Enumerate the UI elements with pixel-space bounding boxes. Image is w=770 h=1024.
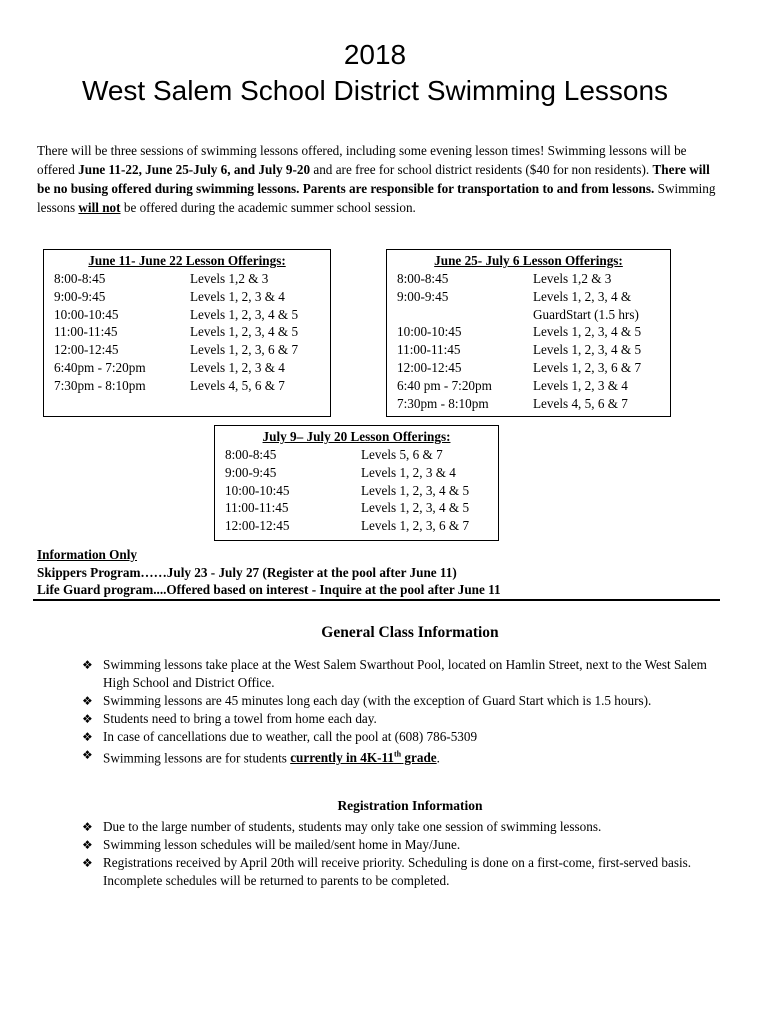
session-box-june-25 (386, 249, 671, 417)
lesson-levels: Levels 1, 2, 3, 4 & 5 (533, 342, 642, 358)
section-divider (33, 599, 720, 601)
lesson-levels: Levels 1,2 & 3 (533, 271, 612, 286)
lesson-time: 11:00-11:45 (54, 324, 118, 340)
schedule-row (215, 446, 498, 464)
lesson-levels: Levels 4, 5, 6 & 7 (190, 377, 285, 393)
lesson-time: 8:00-8:45 (225, 447, 277, 462)
schedule-row (387, 323, 670, 341)
lesson-time: 7:30pm - 8:10pm (397, 395, 489, 411)
diamond-bullet-icon: ❖ (82, 748, 93, 762)
list-item-text: Swimming lesson schedules will be mailed/sent home in May/June. (103, 837, 461, 852)
schedule-row (215, 464, 498, 482)
general-class-info-title: General Class Information (321, 624, 499, 641)
list-item-text: Swimming lessons are 45 minutes long each day (with the exception of Guard Start which is 1.5 hours). (103, 693, 652, 708)
list-item (82, 728, 712, 746)
lesson-time: 6:40pm - 7:20pm (54, 359, 146, 375)
schedule-row (44, 288, 330, 306)
lesson-time: 8:00-8:45 (54, 271, 106, 286)
lesson-levels: Levels 1, 2, 3 & 4 (190, 359, 285, 375)
intro-text-3: Swimming lessons (37, 181, 716, 215)
page-title: West Salem School District Swimming Lessons (81, 75, 669, 106)
intro-paragraph (37, 141, 719, 217)
lesson-time: 7:30pm - 8:10pm (54, 377, 146, 393)
schedule-row (215, 499, 498, 517)
list-item (82, 656, 712, 692)
information-only-heading: Information Only (37, 547, 138, 562)
session-title: July 9– July 20 Lesson Offerings: (262, 429, 451, 444)
schedule-row (44, 306, 330, 324)
lesson-levels: Levels 1, 2, 3, 4 & (533, 288, 632, 304)
schedule-row (44, 377, 330, 395)
schedule-row (387, 306, 670, 324)
session-box-june-11 (43, 249, 331, 417)
lesson-levels: Levels 1, 2, 3, 4 & 5 (361, 500, 470, 516)
list-item-text: Students need to bring a towel from home each day. (103, 711, 377, 726)
schedule-row (215, 517, 498, 535)
grade-emphasis (290, 750, 436, 765)
diamond-bullet-icon: ❖ (82, 820, 93, 834)
lesson-time: 9:00-9:45 (225, 464, 277, 480)
lesson-time: 9:00-9:45 (397, 288, 449, 304)
schedule-row (387, 359, 670, 377)
schedule-row (387, 395, 670, 413)
lesson-levels: Levels 1, 2, 3 & 4 (361, 464, 456, 480)
lesson-time: 12:00-12:45 (225, 518, 290, 534)
list-item (82, 818, 712, 836)
lesson-levels: Levels 1, 2, 3, 4 & 5 (190, 324, 299, 340)
registration-info-title: Registration Information (337, 798, 483, 813)
lesson-time: 10:00-10:45 (54, 306, 119, 322)
lesson-levels: Levels 1, 2, 3, 6 & 7 (533, 359, 642, 375)
intro-text-2: and are free for school district residents ($40 for non residents). (310, 162, 653, 177)
intro-will-not: will not (78, 200, 121, 215)
lesson-time: 9:00-9:45 (54, 288, 106, 304)
schedule-row (44, 270, 330, 288)
lesson-levels: Levels 1, 2, 3, 4 & 5 (533, 324, 642, 340)
lesson-levels: Levels 1, 2, 3 & 4 (533, 377, 628, 393)
session-title: June 11- June 22 Lesson Offerings: (88, 253, 286, 268)
lifeguard-program-line: Life Guard program....Offered based on interest - Inquire at the pool after June 11 (37, 582, 501, 597)
lesson-time: 12:00-12:45 (397, 359, 462, 375)
diamond-bullet-icon: ❖ (82, 730, 93, 744)
schedule-row (387, 377, 670, 395)
list-item (82, 836, 712, 854)
list-item (82, 692, 712, 710)
list-item (82, 710, 712, 728)
diamond-bullet-icon: ❖ (82, 838, 93, 852)
lesson-levels: Levels 1,2 & 3 (190, 271, 269, 286)
lesson-levels: Levels 5, 6 & 7 (361, 447, 443, 462)
list-item-text: Registrations received by April 20th will receive priority. Scheduling is done on a first-come, first-served basis. Incomplete schedules will be returned to parents to be completed. (103, 855, 692, 888)
diamond-bullet-icon: ❖ (82, 856, 93, 870)
list-item-text: Due to the large number of students, students may only take one session of swimming lessons. (103, 819, 602, 834)
lesson-levels: GuardStart (1.5 hrs) (533, 306, 639, 322)
schedule-row (44, 359, 330, 377)
schedule-row (44, 323, 330, 341)
list-item (82, 746, 712, 767)
list-item-text: Swimming lessons take place at the West Salem Swarthout Pool, located on Hamlin Street, next to the West Salem High School and District Office. (103, 657, 707, 690)
diamond-bullet-icon: ❖ (82, 712, 93, 726)
lesson-levels: Levels 1, 2, 3 & 4 (190, 288, 285, 304)
intro-dates: June 11-22, June 25-July 6, and July 9-20 (78, 162, 311, 177)
intro-text-4: be offered during the academic summer school session. (120, 200, 416, 215)
list-item-text: Swimming lessons are for students (103, 750, 291, 766)
lesson-levels: Levels 1, 2, 3, 6 & 7 (190, 342, 299, 358)
schedule-row (387, 270, 670, 288)
lesson-time: 10:00-10:45 (225, 482, 290, 498)
list-item-end: . (436, 750, 440, 766)
list-item-text: In case of cancellations due to weather, call the pool at (608) 786-5309 (103, 729, 478, 744)
diamond-bullet-icon: ❖ (82, 694, 93, 708)
lesson-levels: Levels 1, 2, 3, 6 & 7 (361, 518, 470, 534)
general-info-list (82, 656, 712, 767)
lesson-time: 8:00-8:45 (397, 271, 449, 286)
information-only-section (37, 546, 501, 599)
lesson-levels: Levels 4, 5, 6 & 7 (533, 395, 628, 411)
intro-busing-notice: There will be no busing offered during swimming lessons. Parents are responsible for transportation to and from lessons. (37, 162, 710, 196)
grade-range: currently in 4K-11 (290, 750, 394, 766)
lesson-time: 11:00-11:45 (397, 342, 461, 358)
grade-word: grade (401, 750, 437, 766)
intro-text-1: There will be three sessions of swimming lessons offered, including some evening lesson times! Swimming lessons will be offered (37, 143, 687, 177)
schedule-row (387, 341, 670, 359)
lesson-levels: Levels 1, 2, 3, 4 & 5 (190, 306, 299, 322)
lesson-time: 6:40 pm - 7:20pm (397, 377, 492, 393)
lesson-time: 11:00-11:45 (225, 500, 289, 516)
diamond-bullet-icon: ❖ (82, 658, 93, 672)
registration-info-list (82, 818, 712, 890)
list-item (82, 854, 712, 890)
grade-superscript: th (393, 750, 402, 759)
skippers-program-line: Skippers Program……July 23 - July 27 (Register at the pool after June 11) (37, 564, 457, 580)
lesson-levels: Levels 1, 2, 3, 4 & 5 (361, 482, 470, 498)
session-box-july-9 (214, 425, 499, 541)
schedule-row (387, 288, 670, 306)
schedule-row (215, 482, 498, 500)
page-year: 2018 (343, 39, 407, 70)
schedule-row (44, 341, 330, 359)
session-title: June 25- July 6 Lesson Offerings: (434, 253, 623, 268)
lesson-time: 12:00-12:45 (54, 342, 119, 358)
lesson-time: 10:00-10:45 (397, 324, 462, 340)
